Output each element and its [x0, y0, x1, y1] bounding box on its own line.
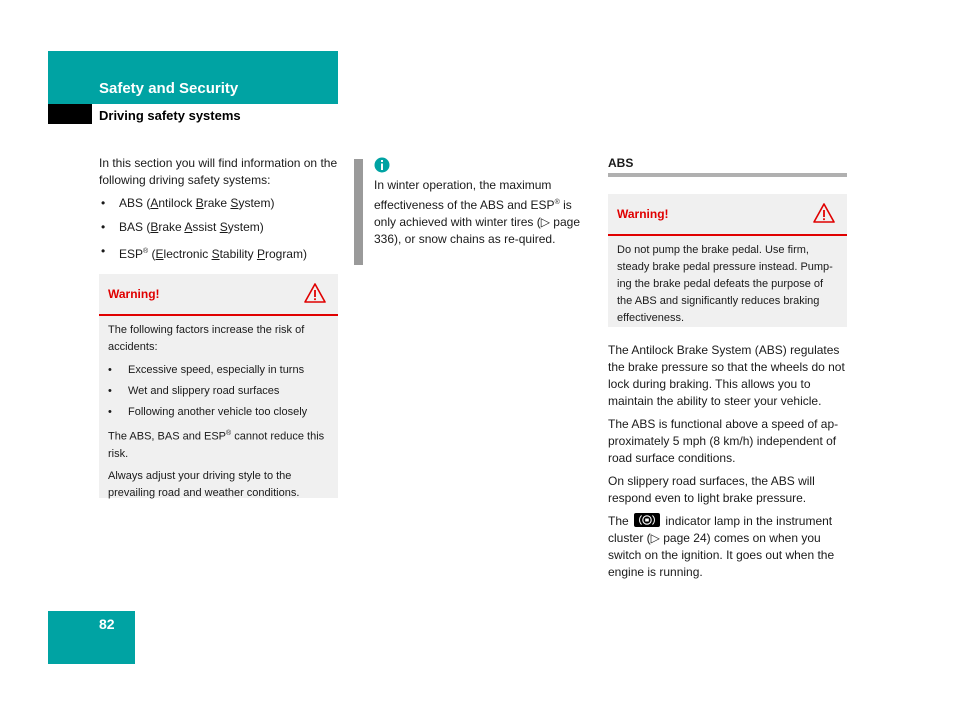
list-item: • BAS (Brake Assist System)	[99, 219, 339, 236]
subsection-marker	[48, 104, 92, 124]
para4-after: indicator lamp in the instrument cluster (▷ page 24) comes on when you switch on the ignition. It goes out when the engine is running.	[608, 514, 835, 579]
abs-paragraph-4	[608, 513, 850, 581]
heading-rule	[608, 173, 847, 177]
abs-heading: ABS	[608, 156, 634, 170]
abs-indicator-lamp-icon	[634, 513, 660, 527]
abs-paragraph-1: The Antilock Brake System (ABS) regulates the brake pressure so that the wheels do not lock during braking. This allows you to maintain the ability to steer your vehicle.	[608, 343, 845, 408]
subsection-title: Driving safety systems	[99, 108, 241, 123]
section-title: Safety and Security	[99, 80, 239, 97]
info-note-text: In winter operation, the maximum effectiveness of the ABS and ESP® is only achieved with winter tires (▷ page 336), or snow chains as re-quired.	[374, 178, 580, 246]
para4-before: The	[608, 514, 629, 528]
warning-body	[99, 316, 338, 515]
warning-triangle-icon	[304, 282, 326, 304]
abs-paragraph-3: On slippery road surfaces, the ABS will respond even to light brake pressure.	[608, 474, 815, 505]
warning-text: Do not pump the brake pedal. Use firm, steady brake pedal pressure instead. Pump-ing the brake pedal defeats the purpose of the ABS and significantly reduces braking effectiveness.	[617, 244, 833, 324]
warning-label: Warning!	[108, 287, 160, 301]
abs-paragraph-2: The ABS is functional above a speed of ap-proximately 5 mph (8 km/h) independent of road surface conditions.	[608, 417, 839, 465]
warning-note-1: The ABS, BAS and ESP® cannot reduce this risk.	[108, 430, 325, 460]
warning-body	[608, 236, 847, 340]
warning-header	[608, 194, 847, 236]
list-item: • ABS (Antilock Brake System)	[99, 195, 339, 212]
list-item: • Wet and slippery road surfaces	[108, 383, 329, 400]
warning-intro: The following factors increase the risk of accidents:	[108, 324, 305, 353]
risk-factor-list	[108, 362, 329, 421]
abs-text-column	[608, 342, 850, 587]
page-number: 82	[99, 616, 115, 632]
intro-column	[99, 155, 339, 270]
list-item: • Excessive speed, especially in turns	[108, 362, 329, 379]
warning-box-accidents	[99, 274, 338, 498]
warning-header	[99, 274, 338, 316]
warning-note-2: Always adjust your driving style to the prevailing road and weather conditions.	[108, 469, 300, 499]
warning-triangle-icon	[813, 202, 835, 224]
list-item: • Following another vehicle too closely	[108, 404, 329, 421]
warning-box-abs	[608, 194, 847, 327]
page-number-box	[48, 611, 135, 664]
systems-list	[99, 195, 339, 263]
note-bar	[354, 159, 363, 265]
intro-text: In this section you will find information on the following driving safety systems:	[99, 156, 338, 187]
info-icon	[374, 157, 390, 173]
warning-label: Warning!	[617, 207, 669, 221]
list-item: • ESP® (Electronic Stability Program)	[99, 243, 339, 263]
